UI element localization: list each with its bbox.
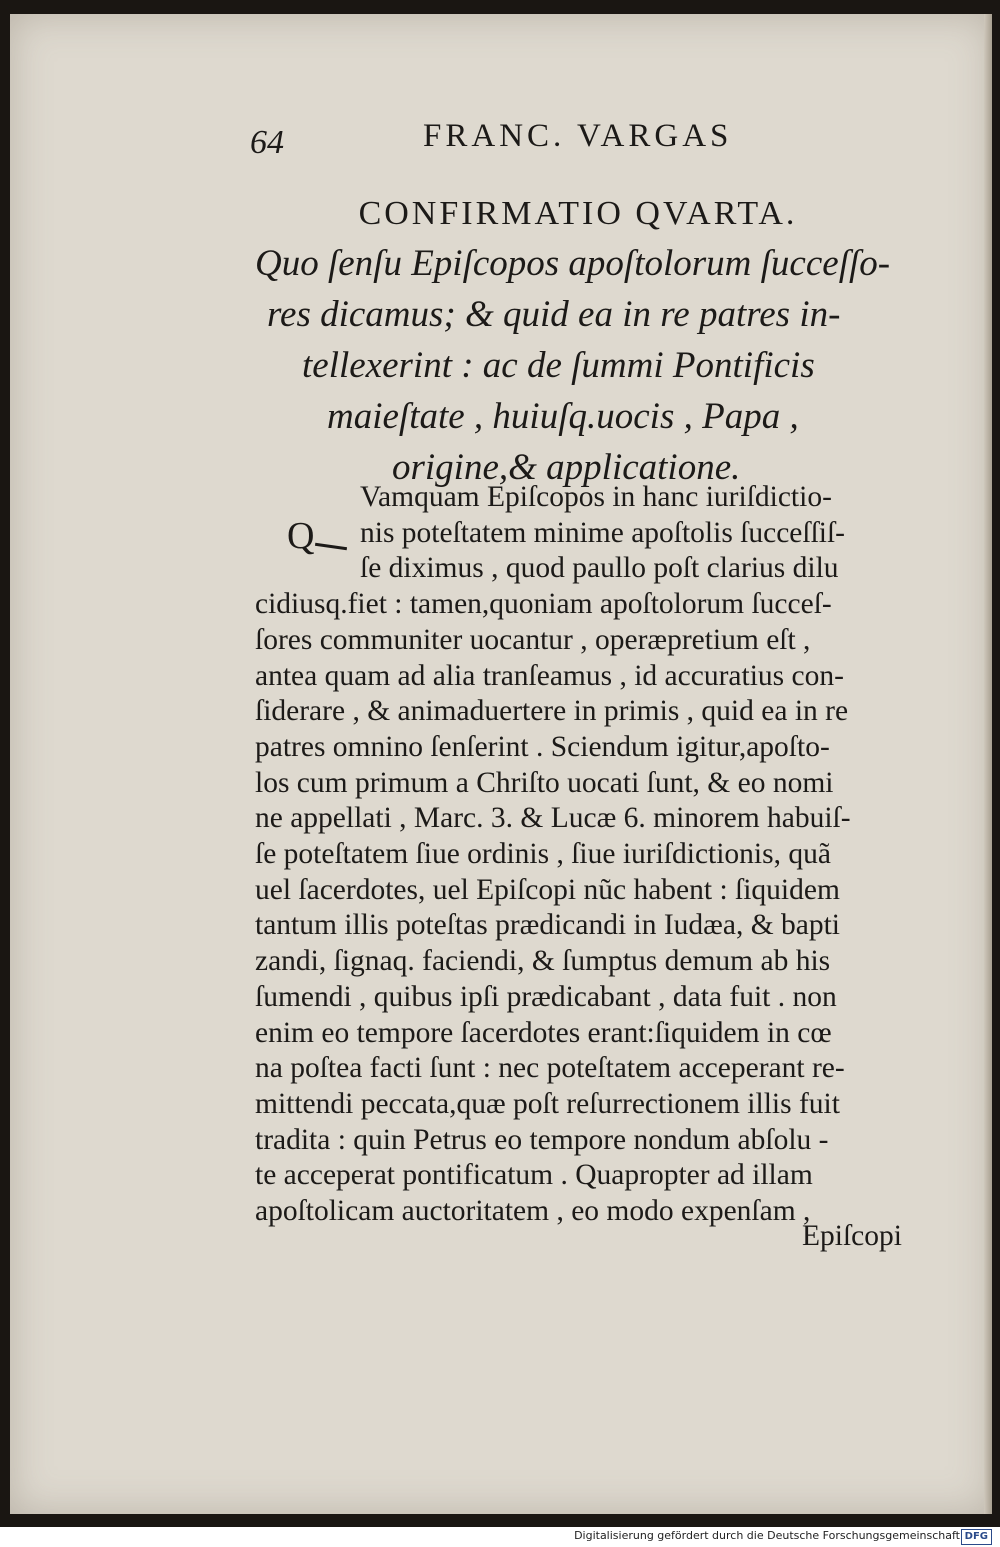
page-number: 64 xyxy=(250,124,284,161)
body-line: nis poteſtatem minime apoſtolis ſucceſſiſ- xyxy=(360,516,846,549)
footer-credit: Digitalisierung gefördert durch die Deutsche Forschungsgemeinschaft xyxy=(574,1529,960,1542)
dfg-logo: DFG xyxy=(961,1529,992,1545)
body-line: zandi, ſignaq. faciendi, & ſumptus demum ab his xyxy=(255,945,831,978)
catchword: Epiſcopi xyxy=(802,1220,902,1252)
section-heading: CONFIRMATIO QVARTA. xyxy=(358,195,798,232)
title-line: origine,& applicatione. xyxy=(392,447,741,488)
body-line: uel ſacerdotes, uel Epiſcopi nũc habent : ſiquidem xyxy=(255,873,840,906)
body-line: apoſtolicam auctoritatem , eo modo expenſam , xyxy=(255,1195,811,1228)
body-line: na poſtea facti ſunt : nec poteſtatem acceperant re- xyxy=(255,1052,845,1085)
body-line: ne appellati , Marc. 3. & Lucæ 6. minorem habuiſ- xyxy=(255,802,851,835)
body-line: ſe diximus , quod paullo poſt clarius dilu xyxy=(360,552,839,585)
body-line: cidiusq.fiet : tamen,quoniam apoſtolorum ſucceſ- xyxy=(255,588,832,621)
body-line: mittendi peccata,quæ poſt reſurrectionem illis fuit xyxy=(255,1087,840,1120)
body-line: te acceperat pontificatum . Quapropter ad illam xyxy=(255,1159,813,1192)
body-text xyxy=(255,480,925,1230)
footer-bar xyxy=(0,1527,1000,1547)
title-line: maieſtate , huiuſq.uocis , Papa , xyxy=(327,396,799,437)
running-title: FRANC. VARGAS xyxy=(423,118,733,154)
drop-initial: Q xyxy=(287,515,315,557)
body-line: antea quam ad alia tranſeamus , id accuratius con- xyxy=(255,659,844,692)
body-line: tradita : quin Petrus eo tempore nondum abſolu - xyxy=(255,1123,829,1156)
body-line: patres omnino ſenſerint . Sciendum igitur,apoſto- xyxy=(255,730,830,763)
body-line: enim eo tempore ſacerdotes erant:ſiquidem in cœ xyxy=(255,1016,832,1049)
body-line: ſores communiter uocantur , operæpretium eſt , xyxy=(255,623,811,656)
title-line: res dicamus; & quid ea in re patres in- xyxy=(267,294,841,335)
running-head xyxy=(240,116,800,161)
title-line: Quo ſenſu Epiſcopos apoſtolorum ſucceſſo- xyxy=(255,243,891,284)
title-line: tellexerint : ac de ſummi Pontificis xyxy=(302,345,815,386)
body-line: Vamquam Epiſcopos in hanc iuriſdictio- xyxy=(360,481,832,513)
body-line: ſiderare , & animaduertere in primis , quid ea in re xyxy=(255,695,849,728)
body-line: ſe poteſtatem ſiue ordinis , ſiue iuriſdictionis, quã xyxy=(255,838,831,871)
page-edge xyxy=(984,14,992,1514)
italic-title xyxy=(252,238,932,493)
body-line: tantum illis poteſtas prædicandi in Iudæa, & bapti xyxy=(255,909,841,942)
body-line: ſumendi , quibus ipſi prædicabant , data fuit . non xyxy=(255,980,837,1013)
body-line: los cum primum a Chriſto uocati ſunt, & eo nomi xyxy=(255,766,834,799)
